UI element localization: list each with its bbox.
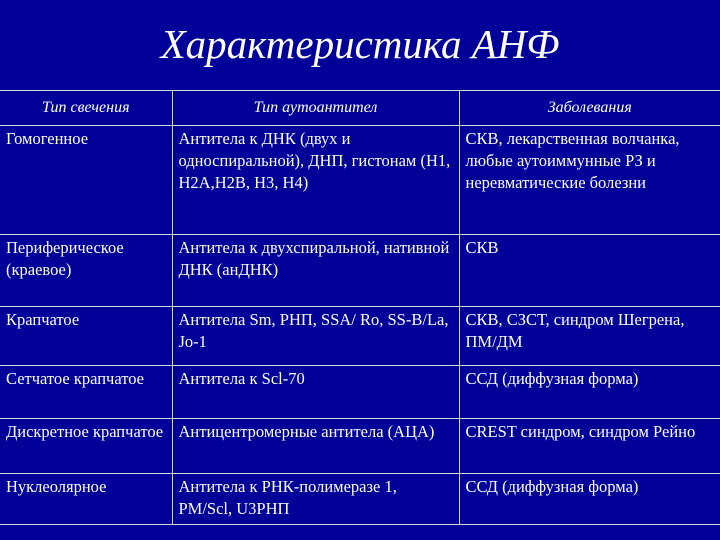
cell-autoantibodies: Антитела Sm, РНП, SSA/ Ro, SS-B/La, Jo-1 — [172, 307, 459, 366]
table-row — [0, 474, 720, 525]
cell-diseases: ССД (диффузная форма) — [459, 366, 720, 419]
slide-title: Характеристика АНФ — [160, 21, 560, 67]
cell-fluorescence-type: Нуклеолярное — [0, 474, 172, 525]
header-autoantibody-type: Тип аутоантител — [172, 91, 459, 126]
cell-autoantibodies: Антитела к Scl-70 — [172, 366, 459, 419]
cell-diseases: СКВ, СЗСТ, синдром Шегрена, ПМ/ДМ — [459, 307, 720, 366]
cell-diseases: СКВ, лекарственная волчанка, любые аутоиммунные РЗ и неревматические болезни — [459, 126, 720, 235]
table-row — [0, 126, 720, 235]
table-row — [0, 235, 720, 307]
cell-fluorescence-type: Сетчатое крапчатое — [0, 366, 172, 419]
table-header-row — [0, 91, 720, 126]
cell-diseases: ССД (диффузная форма) — [459, 474, 720, 525]
cell-fluorescence-type: Периферическое (краевое) — [0, 235, 172, 307]
cell-autoantibodies: Антитела к ДНК (двух и односпиральной), ДНП, гистонам (Н1, Н2А,Н2В, Н3, Н4) — [172, 126, 459, 235]
table-row — [0, 307, 720, 366]
cell-fluorescence-type: Крапчатое — [0, 307, 172, 366]
cell-autoantibodies: Антитела к двухспиральной, нативной ДНК (анДНК) — [172, 235, 459, 307]
table-row — [0, 419, 720, 474]
cell-diseases: CREST синдром, синдром Рейно — [459, 419, 720, 474]
anf-characteristics-table — [0, 90, 720, 525]
header-fluorescence-type: Тип свечения — [0, 91, 172, 126]
cell-fluorescence-type: Дискретное крапчатое — [0, 419, 172, 474]
cell-autoantibodies: Антицентромерные антитела (АЦА) — [172, 419, 459, 474]
cell-fluorescence-type: Гомогенное — [0, 126, 172, 235]
cell-diseases: СКВ — [459, 235, 720, 307]
cell-autoantibodies: Антитела к РНК-полимеразе 1, PM/Scl, U3РНП — [172, 474, 459, 525]
header-diseases: Заболевания — [459, 91, 720, 126]
table-row — [0, 366, 720, 419]
